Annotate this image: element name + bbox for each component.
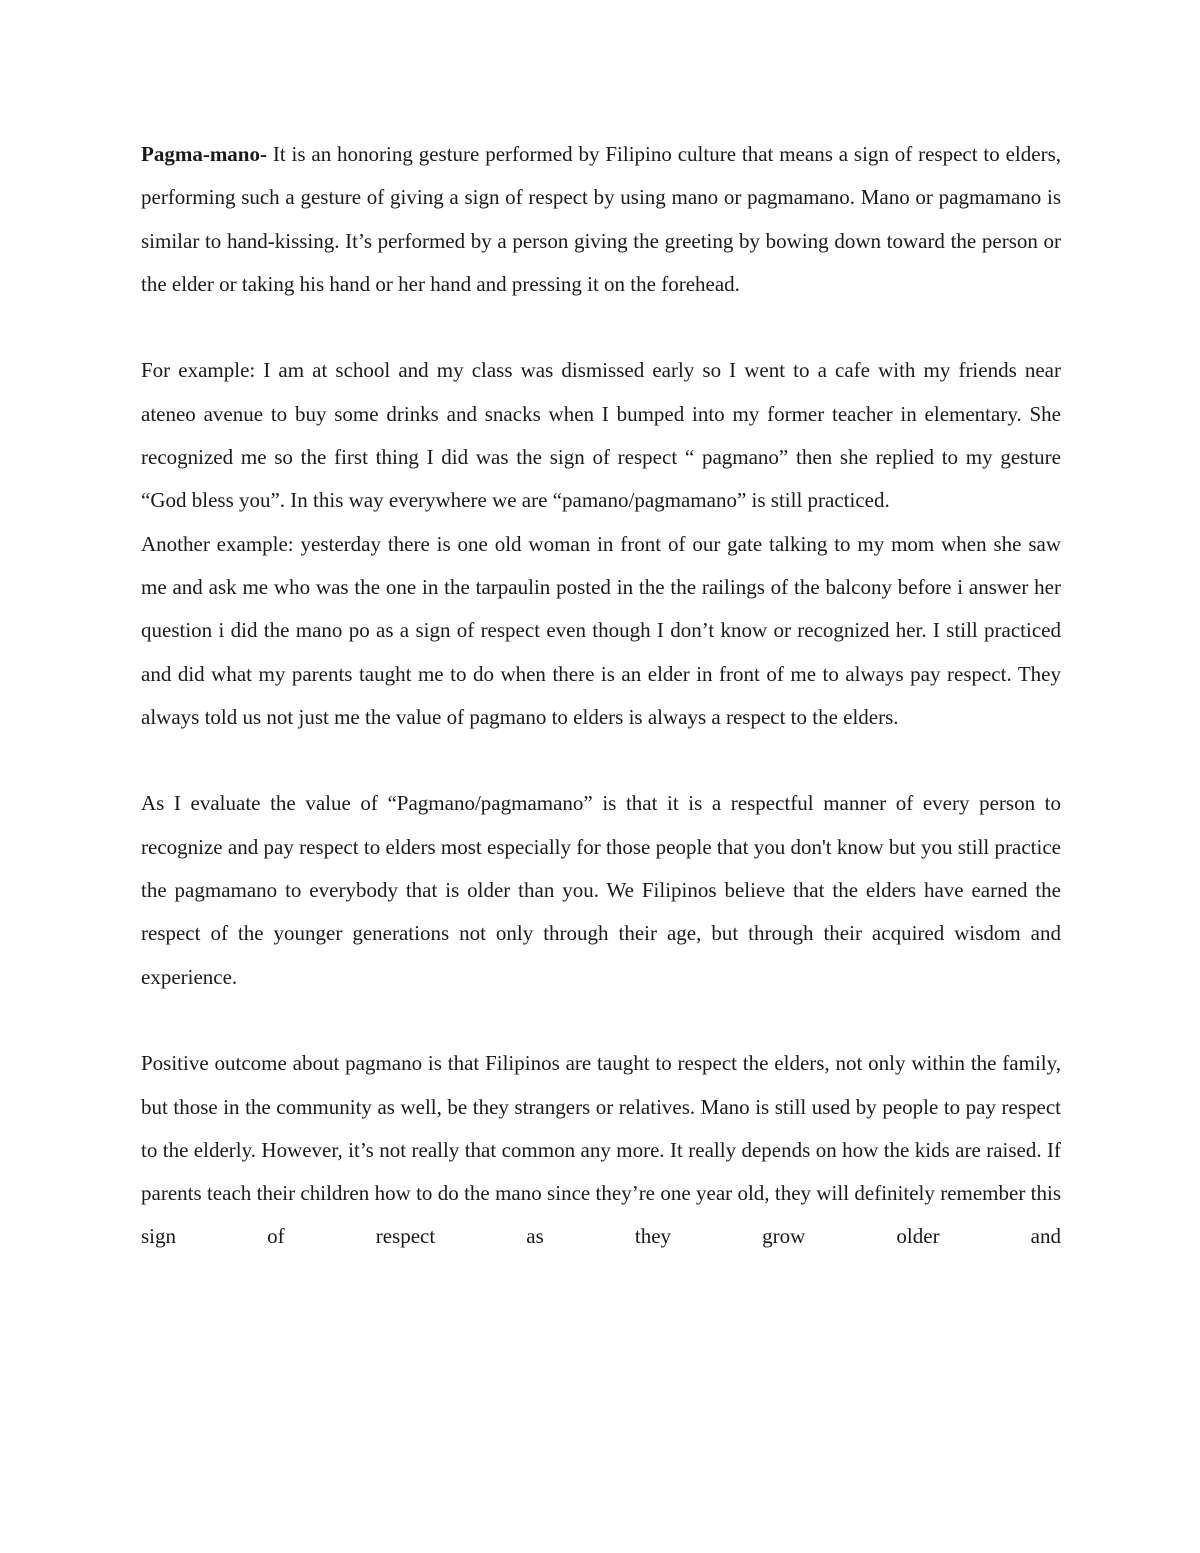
document-body — [141, 133, 1061, 1259]
paragraph-evaluation: As I evaluate the value of “Pagmano/pagmamano” is that it is a respectful manner of every person to recognize and pay respect to elders most especially for those people that you don't know but you still practice the pagmamano to everybody that is older than you. We Filipinos believe that the elders have earned the respect of the younger generations not only through their age, but through their acquired wisdom and experience. — [141, 791, 1061, 989]
paragraph-first-example: For example: I am at school and my class was dismissed early so I went to a cafe with my friends near ateneo avenue to buy some drinks and snacks when I bumped into my former teacher in elementary. She recognized me so the first thing I did was the sign of respect “ pagmano” then she replied to my gesture “God bless you”. In this way everywhere we are “pamano/pagmamano” is still practiced. — [141, 358, 1061, 513]
paragraph-spacer — [141, 306, 1061, 349]
term-pagma-mano: Pagma-mano- — [141, 142, 267, 166]
paragraph-spacer — [141, 739, 1061, 782]
paragraph-second-example: Another example: yesterday there is one old woman in front of our gate talking to my mom when she saw me and ask me who was the one in the tarpaulin posted in the the railings of the balcony before i answer her question i did the mano po as a sign of respect even though I don’t know or recognized her. I still practiced and did what my parents taught me to do when there is an elder in front of me to always pay respect. They always told us not just me the value of pagmano to elders is always a respect to the elders. — [141, 531, 1061, 729]
paragraph-positive-outcome: Positive outcome about pagmano is that Filipinos are taught to respect the elders, not only within the family, but those in the community as well, be they strangers or relatives. Mano is still used by people to pay respect to the elderly. However, it’s not really that common any more. It really depends on how the kids are raised. If parents teach their children how to do the mano since they’re one year old, they will definitely remember this sign of respect as they grow older and — [141, 1051, 1061, 1249]
paragraph-1-text: It is an honoring gesture performed by Filipino culture that means a sign of respect to elders, performing such a gesture of giving a sign of respect by using mano or pagmamano. Mano or pagmamano is similar to hand-kissing. It’s performed by a person giving the greeting by bowing down toward the person or the elder or taking his hand or her hand and pressing it on the forehead. — [141, 142, 1061, 296]
paragraph-pagmamano-definition — [141, 133, 1061, 306]
paragraph-spacer — [141, 999, 1061, 1042]
